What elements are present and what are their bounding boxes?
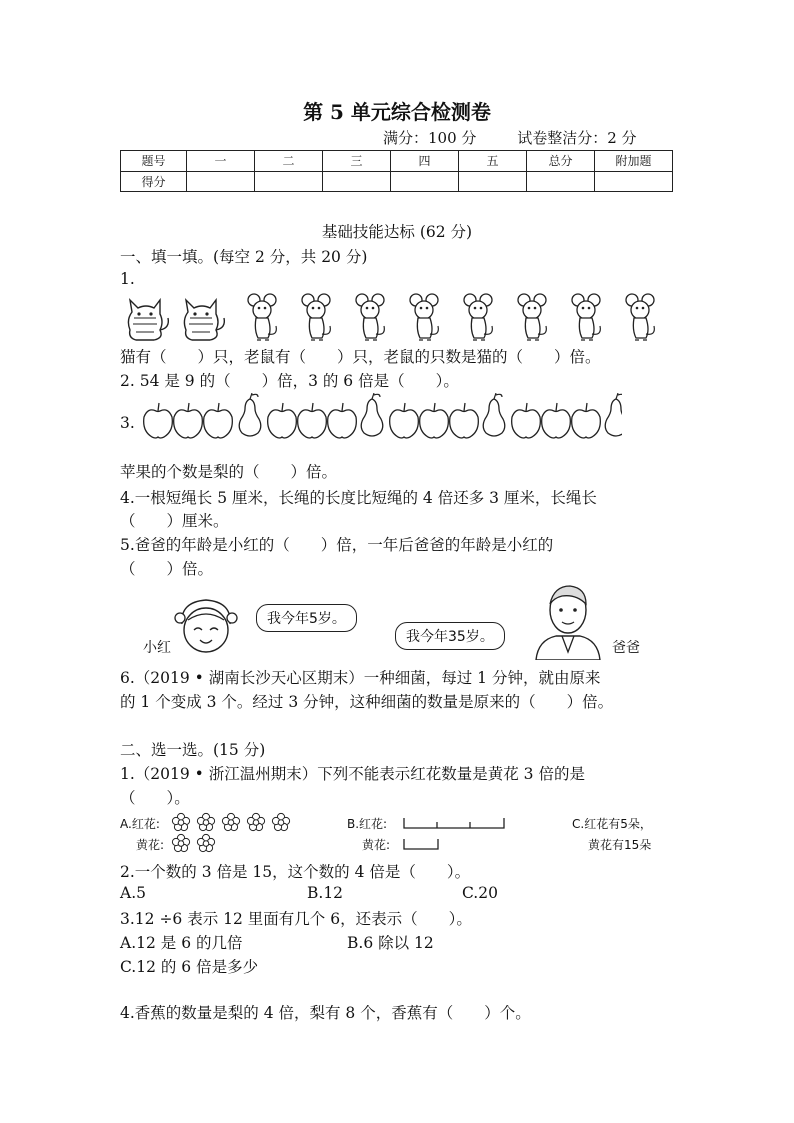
mouse-icon xyxy=(464,294,492,340)
option-b-yellow-segment xyxy=(402,837,446,851)
mouse-icon xyxy=(626,294,654,340)
p2-q3-option-b[interactable]: B.6 除以 12 xyxy=(347,934,434,952)
girl-label: 小红 xyxy=(143,640,171,656)
apple-icon xyxy=(298,403,327,438)
p2-q1-line2: （ ）。 xyxy=(120,789,190,807)
score-input-cell[interactable] xyxy=(595,171,673,192)
q1-number: 1. xyxy=(120,270,135,288)
p2-q2-text: 2.一个数的 3 倍是 15，这个数的 4 倍是（ ）。 xyxy=(120,863,471,881)
table-cell: 附加题 xyxy=(595,151,673,172)
pear-icon xyxy=(239,393,261,436)
p2-q4-text: 4.香蕉的数量是梨的 4 倍，梨有 8 个，香蕉有（ ）个。 xyxy=(120,1004,531,1022)
flower-icon xyxy=(172,834,189,851)
p2-q3-option-a[interactable]: A.12 是 6 的几倍 xyxy=(120,934,243,952)
mouse-icon xyxy=(248,294,276,340)
apple-icon xyxy=(542,403,571,438)
cat-icon xyxy=(128,300,168,340)
option-a-red-label: A.红花: xyxy=(120,817,160,831)
option-b-red-label: B.红花: xyxy=(347,817,388,831)
page-title: 第 5 单元综合检测卷 xyxy=(303,100,491,124)
flower-icon xyxy=(197,813,214,830)
score-table-score-row xyxy=(121,171,673,192)
table-cell: 二 xyxy=(255,151,323,172)
score-input-cell[interactable] xyxy=(187,171,255,192)
apple-icon xyxy=(268,403,297,438)
neatness-score: 试卷整洁分：2 分 xyxy=(517,129,637,147)
q3-text: 苹果的个数是梨的（ ）倍。 xyxy=(120,463,338,481)
apple-icon xyxy=(390,403,419,438)
table-cell: 题号 xyxy=(121,151,187,172)
mouse-icon xyxy=(518,294,546,340)
option-b-yellow-label: 黄花: xyxy=(362,838,391,852)
p2-q3-option-c[interactable]: C.12 的 6 倍是多少 xyxy=(120,958,259,976)
girl-illustration xyxy=(172,594,242,660)
cat-icon xyxy=(184,300,224,340)
q4-line2: （ ）厘米。 xyxy=(120,512,229,530)
table-cell: 五 xyxy=(459,151,527,172)
apple-icon xyxy=(450,403,479,438)
q4-line1: 4.一根短绳长 5 厘米，长绳的长度比短绳的 4 倍还多 3 厘米，长绳长 xyxy=(120,489,597,507)
apple-icon xyxy=(328,403,357,438)
q5-line2: （ ）倍。 xyxy=(120,560,214,578)
mouse-icon xyxy=(572,294,600,340)
dad-label: 爸爸 xyxy=(612,640,640,656)
option-b-red-segment xyxy=(402,816,512,830)
score-input-cell[interactable] xyxy=(255,171,323,192)
q1-text: 猫有（ ）只，老鼠有（ ）只，老鼠的只数是猫的（ ）倍。 xyxy=(120,348,601,366)
mouse-icon xyxy=(356,294,384,340)
flower-icon xyxy=(172,813,189,830)
apples-and-pears-illustration xyxy=(142,393,622,439)
apple-icon xyxy=(204,403,233,438)
section-heading: 基础技能达标 (62 分) xyxy=(321,223,473,241)
score-input-cell[interactable] xyxy=(459,171,527,192)
score-input-cell[interactable] xyxy=(323,171,391,192)
pear-icon xyxy=(361,393,383,436)
table-cell: 得分 xyxy=(121,171,187,192)
score-input-cell[interactable] xyxy=(527,171,595,192)
option-a-yellow-flowers xyxy=(170,833,222,853)
table-cell: 三 xyxy=(323,151,391,172)
option-a-yellow-label: 黄花: xyxy=(136,838,165,852)
apple-icon xyxy=(512,403,541,438)
dad-speech-bubble: 我今年35岁。 xyxy=(395,622,505,650)
apple-icon xyxy=(420,403,449,438)
flower-icon xyxy=(272,813,289,830)
option-a-red-flowers xyxy=(170,812,302,832)
q5-line1: 5.爸爸的年龄是小红的（ ）倍，一年后爸爸的年龄是小红的 xyxy=(120,536,554,554)
apple-icon xyxy=(572,403,601,438)
pear-icon xyxy=(605,393,622,436)
p2-q2-option-b[interactable]: B.12 xyxy=(307,884,344,902)
girl-speech-bubble: 我今年5岁。 xyxy=(256,604,357,632)
score-table xyxy=(120,150,673,192)
p2-q3-text: 3.12 ÷6 表示 12 里面有几个 6，还表示（ ）。 xyxy=(120,910,472,928)
cats-and-mice-illustration xyxy=(124,288,680,344)
score-table-header-row xyxy=(121,151,673,172)
flower-icon xyxy=(197,834,214,851)
q6-line2: 的 1 个变成 3 个。经过 3 分钟，这种细菌的数量是原来的（ ）倍。 xyxy=(120,693,614,711)
table-cell: 一 xyxy=(187,151,255,172)
table-cell: 四 xyxy=(391,151,459,172)
apple-icon xyxy=(174,403,203,438)
option-c-line1: C.红花有5朵， xyxy=(572,817,652,831)
mouse-icon xyxy=(410,294,438,340)
p2-q2-option-c[interactable]: C.20 xyxy=(462,884,498,902)
dad-illustration xyxy=(532,582,604,660)
score-input-cell[interactable] xyxy=(391,171,459,192)
q6-line1: 6.（2019 • 湖南长沙天心区期末）一种细菌，每过 1 分钟，就由原来 xyxy=(120,669,601,687)
pear-icon xyxy=(483,393,505,436)
score-info xyxy=(383,127,673,148)
table-cell: 总分 xyxy=(527,151,595,172)
p2-q1-line1: 1.（2019 • 浙江温州期末）下列不能表示红花数量是黄花 3 倍的是 xyxy=(120,765,585,783)
part2-heading: 二、选一选。(15 分) xyxy=(120,741,266,759)
option-c-line2: 黄花有15朵 xyxy=(588,838,652,852)
q3-number: 3. xyxy=(120,414,135,432)
apple-icon xyxy=(144,403,173,438)
flower-icon xyxy=(222,813,239,830)
full-score: 满分：100 分 xyxy=(383,129,477,147)
mouse-icon xyxy=(302,294,330,340)
q2-text: 2. 54 是 9 的（ ）倍，3 的 6 倍是（ ）。 xyxy=(120,372,459,390)
part1-heading: 一、填一填。(每空 2 分，共 20 分) xyxy=(120,248,368,266)
flower-icon xyxy=(247,813,264,830)
p2-q2-option-a[interactable]: A.5 xyxy=(120,884,146,902)
